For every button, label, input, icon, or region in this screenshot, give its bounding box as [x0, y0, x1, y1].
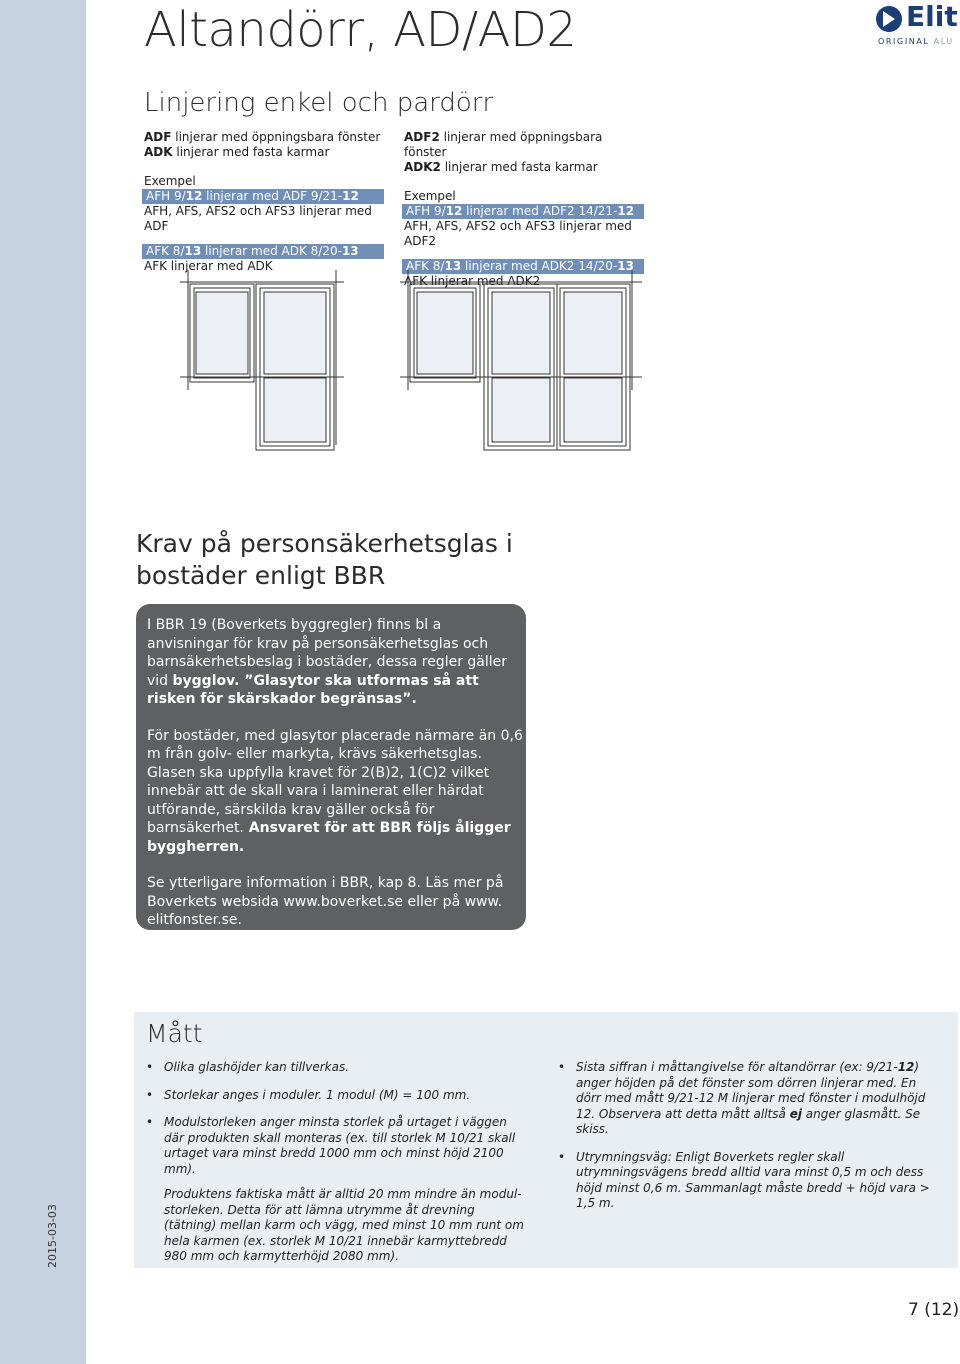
matt-left-list — [146, 1060, 526, 1277]
door-window-diagram — [180, 270, 650, 455]
adk-line: ADK linjerar med fasta karmar — [144, 145, 330, 159]
afk-line: AFK linjerar med ADK2 — [404, 274, 541, 288]
linjering-right-column — [404, 130, 644, 289]
logo-subtitle: ORIGINAL ALU — [878, 37, 954, 46]
list-item: • Olika glashöjder kan tillverkas. — [146, 1060, 526, 1076]
highlight-afh: AFH 9/12 linjerar med ADF2 14/21-12 — [402, 204, 644, 219]
matt-right-list — [558, 1060, 938, 1224]
list-item: • Utrymningsväg: Enligt Boverkets regler skall utrymningsvägens bredd alltid vara minst 0,5 m och dess höjd minst 0,6 m. Sammanlagt måste bredd + höjd vara > 1,5 m. — [558, 1150, 938, 1212]
logo-word: Elit — [906, 0, 958, 33]
afs-line: AFH, AFS, AFS2 och AFS3 linjerar med ADF — [144, 204, 372, 233]
document-date: 2015-03-03 — [46, 1204, 59, 1268]
highlight-afh: AFH 9/12 linjerar med ADF 9/21-12 — [142, 189, 384, 204]
adf2-line: ADF2 linjerar med öppningsbara fönster — [404, 130, 603, 159]
section-title-linjering: Linjering enkel och pardörr — [144, 88, 494, 118]
example-label: Exempel — [144, 174, 196, 188]
matt-section — [134, 1012, 958, 1268]
afk-line: AFK linjerar med ADK — [144, 259, 273, 273]
krav-info-box — [136, 604, 526, 930]
krav-paragraph-3: Se ytterligare information i BBR, kap 8. Läs mer på Boverkets websida www.boverket.se eller på www. elitfonster.se. — [147, 875, 504, 928]
matt-title: Mått — [146, 1019, 203, 1048]
krav-paragraph-2: För bostäder, med glasytor placerade närmare än 0,6 m från golv- eller markyta, krävs säkerhetsglas. Glasen ska uppfylla kravet för 2(B)2, 1(C)2 vilket innebär att de skall vara i laminerat eller härdat utförande, särskilda krav gäller också för barnsäkerhet. Ansvaret för att BBR följs åligger byggherren. — [147, 727, 523, 855]
pardorr-adf2-diagram — [400, 270, 642, 450]
page-title: Altandörr, AD/AD2 — [144, 2, 577, 58]
example-label: Exempel — [404, 189, 456, 203]
elit-logo-mark-icon — [876, 6, 902, 32]
highlight-afk: AFK 8/13 linjerar med ADK 8/20-13 — [142, 244, 384, 259]
afs-line: AFH, AFS, AFS2 och AFS3 linjerar med ADF2 — [404, 219, 632, 248]
door-adf-diagram — [256, 270, 336, 450]
adf-line: ADF linjerar med öppningsbara fönster — [144, 130, 381, 144]
page-number: 7 (12) — [908, 1300, 960, 1320]
highlight-afk: AFK 8/13 linjerar med ADK2 14/20-13 — [402, 259, 644, 274]
sidebar-band — [0, 0, 86, 1364]
krav-title: Krav på personsäkerhetsglas i bostäder enligt BBR — [136, 529, 513, 590]
elit-logo — [876, 0, 958, 48]
krav-paragraph-1: I BBR 19 (Boverkets byggregler) finns bl a anvisningar för krav på personsäkerhetsglas och barnsäkerhetsbeslag i bostäder, dessa regler gäller vid bygglov. ”Glasytor ska utformas så att risken för skärskador begränsas”. — [147, 617, 508, 707]
list-item: • Sista siffran i måttangivelse för altandörrar (ex: 9/21-12) anger höjden på det fönster som dörren linjerar med. En dörr med mått 9/21-12 M linjerar med fönster i modulhöjd 12. Observera att detta mått alltså ej anger glasmått. Se skiss. — [558, 1060, 938, 1138]
linjering-left-column — [144, 130, 384, 274]
list-item: • Modulstorleken anger minsta storlek på urtaget i väggen där produkten skall monteras (ex. till storlek M 10/21 skall urtaget vara minst bredd 1000 mm och minst höjd 2100 mm). Produktens faktiska mått är alltid 20 mm mindre än modulstorleken. Detta för att lämna utrymme åt drevning (tätning) mellan karm och vägg, med minst 10 mm runt om hela karmen (ex. storlek M 10/21 innebär karmyttebredd 980 mm och karmytterhöjd 2080 mm). — [146, 1115, 526, 1265]
list-item: • Storlekar anges i moduler. 1 modul (M) = 100 mm. — [146, 1088, 526, 1104]
adk2-line: ADK2 linjerar med fasta karmar — [404, 160, 598, 174]
